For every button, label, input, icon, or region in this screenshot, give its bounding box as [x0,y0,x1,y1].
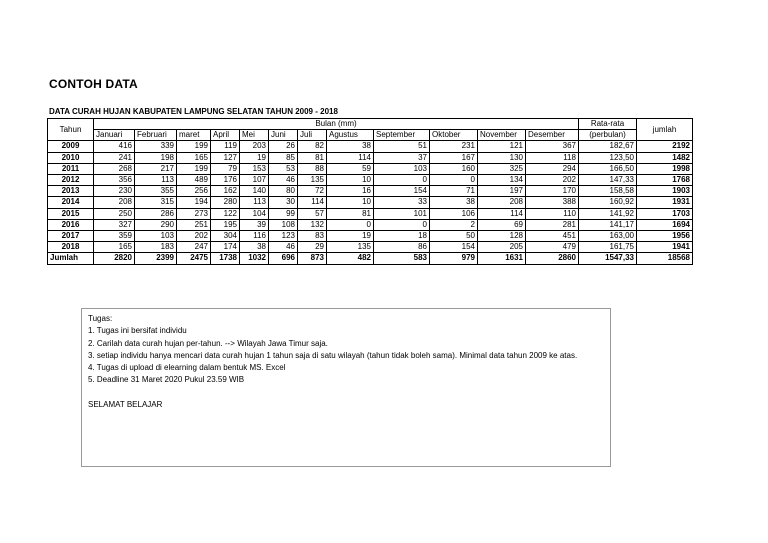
sum-cell: 583 [374,253,430,264]
sum-cell: 2475 [177,253,211,264]
sum-cell: 2820 [94,253,135,264]
rainfall-cell: 130 [478,152,526,163]
rainfall-cell: 256 [177,186,211,197]
rainfall-cell: 81 [298,152,327,163]
rainfall-cell: 33 [374,197,430,208]
rainfall-cell: 38 [430,197,478,208]
month-group-header: Bulan (mm) [94,119,579,130]
rainfall-cell: 59 [327,163,374,174]
month-header: Juni [269,130,298,141]
rainfall-cell: 26 [269,141,298,152]
rainfall-cell: 170 [526,186,579,197]
rainfall-cell: 315 [135,197,177,208]
rainfall-cell: 167 [430,152,478,163]
average-cell: 158,58 [579,186,637,197]
rainfall-cell: 153 [240,163,269,174]
rainfall-cell: 290 [135,219,177,230]
year-cell: 2012 [48,175,94,186]
rainfall-cell: 107 [240,175,269,186]
rainfall-cell: 16 [327,186,374,197]
rainfall-cell: 140 [240,186,269,197]
sum-total-cell: 18568 [637,253,693,264]
rainfall-cell: 57 [298,208,327,219]
table-row [48,175,693,186]
total-cell: 1931 [637,197,693,208]
rainfall-cell: 116 [240,231,269,242]
rainfall-cell: 113 [135,175,177,186]
rainfall-cell: 122 [211,208,240,219]
rainfall-cell: 165 [94,242,135,253]
rainfall-cell: 247 [177,242,211,253]
rainfall-cell: 325 [478,163,526,174]
rainfall-cell: 53 [269,163,298,174]
rainfall-cell: 69 [478,219,526,230]
total-cell: 1956 [637,231,693,242]
table-row [48,163,693,174]
rainfall-cell: 127 [211,152,240,163]
average-cell: 141,17 [579,219,637,230]
rainfall-cell: 121 [478,141,526,152]
assignment-notes [81,308,611,467]
month-header: September [374,130,430,141]
total-cell: 1694 [637,219,693,230]
rainfall-cell: 199 [177,141,211,152]
rainfall-cell: 241 [94,152,135,163]
average-cell: 182,67 [579,141,637,152]
rainfall-cell: 50 [430,231,478,242]
rainfall-cell: 108 [269,219,298,230]
rainfall-cell: 110 [526,208,579,219]
sum-row [48,253,693,264]
notes-title: Tugas: [88,314,113,323]
month-header: maret [177,130,211,141]
sum-cell: 1738 [211,253,240,264]
rainfall-cell: 202 [177,231,211,242]
table-row [48,208,693,219]
table-row [48,186,693,197]
rainfall-cell: 132 [298,219,327,230]
rainfall-cell: 359 [94,231,135,242]
total-cell: 1941 [637,242,693,253]
rainfall-cell: 39 [240,219,269,230]
rainfall-cell: 30 [269,197,298,208]
sum-cell: 979 [430,253,478,264]
year-cell: 2013 [48,186,94,197]
rainfall-cell: 79 [211,163,240,174]
rainfall-cell: 103 [135,231,177,242]
rainfall-cell: 203 [240,141,269,152]
notes-closing: SELAMAT BELAJAR [88,399,163,409]
month-header: November [478,130,526,141]
table-row [48,219,693,230]
table-row [48,197,693,208]
rainfall-cell: 0 [327,219,374,230]
sum-cell: 482 [327,253,374,264]
rainfall-cell: 355 [135,186,177,197]
rainfall-cell: 273 [177,208,211,219]
rainfall-cell: 119 [211,141,240,152]
sum-average-cell: 1547,33 [579,253,637,264]
rainfall-cell: 101 [374,208,430,219]
average-cell: 161,75 [579,242,637,253]
rainfall-cell: 0 [374,219,430,230]
rainfall-cell: 208 [94,197,135,208]
rainfall-table [47,118,693,265]
rainfall-cell: 367 [526,141,579,152]
rainfall-cell: 71 [430,186,478,197]
rainfall-cell: 489 [177,175,211,186]
rainfall-cell: 217 [135,163,177,174]
sum-cell: 2399 [135,253,177,264]
total-header: jumlah [637,119,693,141]
rainfall-cell: 128 [478,231,526,242]
rainfall-cell: 231 [430,141,478,152]
rainfall-cell: 118 [526,152,579,163]
rainfall-cell: 113 [240,197,269,208]
rainfall-cell: 202 [526,175,579,186]
month-header: Oktober [430,130,478,141]
average-cell: 160,92 [579,197,637,208]
total-cell: 1768 [637,175,693,186]
year-cell: 2016 [48,219,94,230]
year-cell: 2014 [48,197,94,208]
rainfall-cell: 154 [374,186,430,197]
month-header: Januari [94,130,135,141]
rainfall-cell: 194 [177,197,211,208]
year-cell: 2009 [48,141,94,152]
rainfall-cell: 135 [298,175,327,186]
rainfall-cell: 479 [526,242,579,253]
rainfall-cell: 103 [374,163,430,174]
rainfall-cell: 99 [269,208,298,219]
rainfall-cell: 286 [135,208,177,219]
rainfall-cell: 88 [298,163,327,174]
year-cell: 2011 [48,163,94,174]
rainfall-cell: 82 [298,141,327,152]
rainfall-cell: 294 [526,163,579,174]
rainfall-cell: 280 [211,197,240,208]
month-header: Juli [298,130,327,141]
rainfall-cell: 19 [327,231,374,242]
rainfall-cell: 0 [430,175,478,186]
rainfall-cell: 339 [135,141,177,152]
sum-cell: 873 [298,253,327,264]
rainfall-cell: 205 [478,242,526,253]
total-cell: 1703 [637,208,693,219]
rainfall-cell: 251 [177,219,211,230]
sum-cell: 2860 [526,253,579,264]
rainfall-cell: 46 [269,242,298,253]
total-cell: 1903 [637,186,693,197]
rainfall-cell: 123 [269,231,298,242]
rainfall-cell: 0 [374,175,430,186]
rainfall-cell: 304 [211,231,240,242]
rainfall-cell: 114 [327,152,374,163]
table-row [48,152,693,163]
rainfall-cell: 451 [526,231,579,242]
rainfall-cell: 85 [269,152,298,163]
total-cell: 1482 [637,152,693,163]
total-cell: 1998 [637,163,693,174]
sum-cell: 696 [269,253,298,264]
rainfall-cell: 135 [327,242,374,253]
rainfall-cell: 81 [327,208,374,219]
average-cell: 147,33 [579,175,637,186]
rainfall-cell: 72 [298,186,327,197]
month-header: April [211,130,240,141]
year-cell: 2018 [48,242,94,253]
notes-item: 1. Tugas ini bersifat individu [88,326,187,336]
rainfall-cell: 10 [327,197,374,208]
rainfall-cell: 19 [240,152,269,163]
year-cell: 2015 [48,208,94,219]
rainfall-cell: 198 [135,152,177,163]
notes-item: 5. Deadline 31 Maret 2020 Pukul 23.59 WIB [88,375,245,385]
average-cell: 163,00 [579,231,637,242]
rainfall-cell: 165 [177,152,211,163]
sum-label: Jumlah [48,253,94,264]
rainfall-cell: 106 [430,208,478,219]
rainfall-cell: 230 [94,186,135,197]
rainfall-cell: 416 [94,141,135,152]
notes-item: 2. Carilah data curah hujan per-tahun. --> Wilayah Jawa Timur saja. [88,338,328,348]
rainfall-cell: 104 [240,208,269,219]
rainfall-cell: 38 [240,242,269,253]
rainfall-cell: 388 [526,197,579,208]
average-header: Rata-rata [579,119,637,130]
notes-item: 4. Tugas di upload di elearning dalam bentuk MS. Excel [88,363,286,373]
month-header: Desember [526,130,579,141]
average-cell: 141,92 [579,208,637,219]
rainfall-cell: 37 [374,152,430,163]
rainfall-cell: 80 [269,186,298,197]
rainfall-cell: 46 [269,175,298,186]
rainfall-cell: 2 [430,219,478,230]
rainfall-cell: 18 [374,231,430,242]
rainfall-cell: 174 [211,242,240,253]
rainfall-cell: 195 [211,219,240,230]
year-header: Tahun [48,119,94,141]
table-title: DATA CURAH HUJAN KABUPATEN LAMPUNG SELATAN TAHUN 2009 - 2018 [49,107,338,116]
rainfall-cell: 250 [94,208,135,219]
rainfall-cell: 356 [94,175,135,186]
rainfall-cell: 114 [478,208,526,219]
average-header-unit: (perbulan) [579,130,637,141]
rainfall-cell: 38 [327,141,374,152]
rainfall-cell: 268 [94,163,135,174]
month-header: Mei [240,130,269,141]
table-row [48,231,693,242]
notes-item: 3. setiap individu hanya mencari data curah hujan 1 tahun saja di satu wilayah (tahun tidak boleh sama). Minimal data tahun 2009 ke atas. [88,350,578,360]
rainfall-cell: 199 [177,163,211,174]
table-row [48,242,693,253]
rainfall-cell: 51 [374,141,430,152]
rainfall-cell: 176 [211,175,240,186]
total-cell: 2192 [637,141,693,152]
rainfall-cell: 83 [298,231,327,242]
average-cell: 123,50 [579,152,637,163]
sum-cell: 1032 [240,253,269,264]
table-row [48,141,693,152]
average-cell: 166,50 [579,163,637,174]
rainfall-cell: 197 [478,186,526,197]
rainfall-cell: 183 [135,242,177,253]
sum-cell: 1631 [478,253,526,264]
year-cell: 2010 [48,152,94,163]
rainfall-cell: 134 [478,175,526,186]
month-header: Februari [135,130,177,141]
year-cell: 2017 [48,231,94,242]
rainfall-cell: 208 [478,197,526,208]
rainfall-cell: 10 [327,175,374,186]
rainfall-cell: 154 [430,242,478,253]
month-header: Agustus [327,130,374,141]
rainfall-cell: 162 [211,186,240,197]
rainfall-cell: 29 [298,242,327,253]
rainfall-cell: 327 [94,219,135,230]
rainfall-cell: 86 [374,242,430,253]
page-heading: CONTOH DATA [49,77,138,91]
rainfall-cell: 281 [526,219,579,230]
rainfall-cell: 114 [298,197,327,208]
rainfall-cell: 160 [430,163,478,174]
